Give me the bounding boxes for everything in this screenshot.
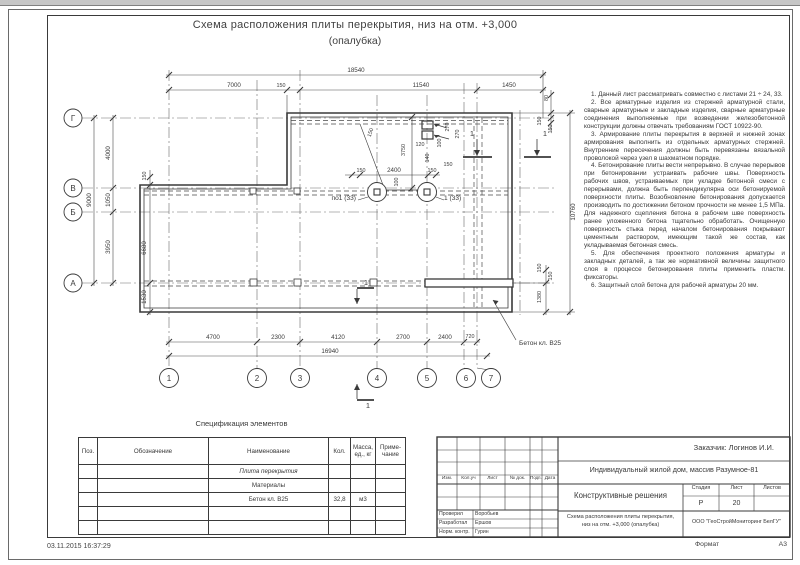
spec-cell: Бетон кл. В25 <box>209 493 329 507</box>
dim-label: 10760 <box>570 203 577 221</box>
axis-label: 7 <box>488 374 494 383</box>
spec-cell <box>98 465 209 479</box>
spec-header-note <box>376 438 406 465</box>
tb-role-name: Гурин <box>475 528 489 535</box>
dim-label: 270 <box>455 129 461 139</box>
section-label: 1 <box>469 129 475 138</box>
spec-cell: Плита перекрытия <box>209 465 329 479</box>
spec-cell <box>329 507 351 521</box>
tb-col-ndok: № док. <box>509 476 526 481</box>
spec-cell <box>351 521 376 535</box>
dim-label: 120 <box>415 142 425 148</box>
tb-company: ООО "ГеоСтройМониторинг БелГУ" <box>691 519 782 525</box>
spec-cell <box>376 479 406 493</box>
print-timestamp: 03.11.2015 16:37:29 <box>47 543 111 550</box>
dim-label: 3750 <box>401 144 407 156</box>
spec-cell <box>329 479 351 493</box>
spec-row <box>79 521 406 535</box>
note-item: 2. Все арматурные изделия из стержней арматурной стали, сварные арматурные и закладные изделия, сварные арматурные соединения выполняемые при возведении железобетонной конструкции должны отвечать требованиям ГОСТ 10922-90. <box>584 98 785 130</box>
dim-label: 150 <box>427 168 437 174</box>
tb-col-data: Дата <box>544 476 556 481</box>
axis-label: 5 <box>424 374 430 383</box>
dim-label: 4120 <box>331 334 345 341</box>
axis-label: 1 <box>166 374 172 383</box>
dim-label: 100 <box>394 177 400 187</box>
dim-label: 140 <box>425 153 431 163</box>
spec-header-designation: Обозначение <box>98 438 209 465</box>
axis-grid-lines <box>82 70 556 368</box>
column-squares <box>250 188 513 287</box>
dim-label: 4700 <box>206 334 220 341</box>
dim-label: 150 <box>443 162 453 168</box>
dim-label: 9000 <box>86 193 93 207</box>
dim-label: 2400 <box>387 167 401 174</box>
spec-header-mass-l1: Масса, <box>352 444 373 451</box>
dim-label: 1050 <box>105 193 112 207</box>
spec-cell: Материалы <box>209 479 329 493</box>
dim-label: 11540 <box>412 82 430 89</box>
dim-label: 270 <box>445 122 451 132</box>
tb-sheets-label: Листов <box>763 485 781 491</box>
axis-label: 2 <box>254 374 260 383</box>
tb-role: Разработал <box>439 519 468 526</box>
axis-label: 3 <box>297 374 303 383</box>
detail-callout-left: по1 (33) <box>331 195 356 202</box>
spec-cell <box>98 521 209 535</box>
tb-role-name: Воробьев <box>475 510 499 517</box>
spec-cell <box>376 507 406 521</box>
tb-role-name: Ершов <box>475 519 492 526</box>
axis-label: В <box>70 184 76 193</box>
spec-cell <box>351 507 376 521</box>
note-item: 5. Для обеспечения проектного положения арматуры и закладных деталей, а так же нормативной величины защитного слоя в процессе бетонирования плиты применить пластм. фиксаторы. <box>584 249 785 281</box>
dim-label: 3950 <box>105 240 112 254</box>
note-item: 1. Данный лист рассматривать совместно с листами 21 ÷ 24, 33. <box>591 91 783 98</box>
dim-label: 1450 <box>502 82 516 89</box>
dim-label: 100 <box>437 138 443 148</box>
spec-cell <box>329 465 351 479</box>
spec-row <box>79 493 406 507</box>
section-label: 1 <box>542 129 548 138</box>
dim-label: 2300 <box>271 334 285 341</box>
spec-header-name: Наименование <box>209 438 329 465</box>
tb-role: Норм. контр. <box>439 528 470 535</box>
tb-col-izm: Изм. <box>441 476 453 481</box>
dim-label: 2400 <box>438 334 452 341</box>
axis-label: 6 <box>463 374 469 383</box>
section-marks <box>354 139 551 400</box>
spec-cell <box>98 479 209 493</box>
tb-doc-type: Конструктивные решения <box>574 491 667 500</box>
tb-col-list: Лист <box>487 476 498 481</box>
general-notes <box>584 91 785 289</box>
dim-label: 2700 <box>396 334 410 341</box>
note-item: 3. Армирование плиты перекрытия в верхней и нижней зонах армирования выполнить из отдельных арматурных стержней. Внутренние пересечения должны быть перевязаны вязальной проволокой через узел в шахматном порядке. <box>584 130 785 162</box>
dim-label: 150 <box>356 168 366 174</box>
dim-label: 150 <box>537 263 543 273</box>
spec-header-mass-l2: ед., кг <box>354 451 372 458</box>
spec-cell <box>98 507 209 521</box>
drawing-title-line1: Схема расположения плиты перекрытия, низ на отм. +3,000 <box>192 19 518 31</box>
axis-bubbles <box>64 109 501 388</box>
axis-label: Г <box>70 114 76 123</box>
spec-header-mass <box>351 438 376 465</box>
spec-cell <box>376 465 406 479</box>
spec-cell <box>209 521 329 535</box>
spec-cell <box>79 521 98 535</box>
spec-cell <box>376 521 406 535</box>
callout-labels <box>332 129 562 410</box>
dim-label: 6680 <box>141 241 148 255</box>
dim-label: 1530 <box>141 290 148 304</box>
spec-cell <box>79 507 98 521</box>
spec-cell: 32,8 <box>329 493 351 507</box>
tb-customer: Заказчик: Логинов И.И. <box>693 443 774 452</box>
tb-col-podp: Подп. <box>530 475 542 480</box>
axis-label: А <box>70 279 76 288</box>
dim-label: 150 <box>366 127 376 138</box>
section-label: 1 <box>365 401 371 410</box>
spec-header-note-l2: чание <box>382 451 399 458</box>
spec-cell <box>209 507 329 521</box>
format-row <box>695 541 787 548</box>
tb-project: Индивидуальный жилой дом, массив Разумное-81 <box>589 465 759 474</box>
tb-stage-value: Р <box>698 500 704 507</box>
dim-label: 18540 <box>347 67 365 74</box>
spec-table-title: Спецификация элементов <box>195 419 288 428</box>
spec-cell <box>329 521 351 535</box>
dim-label: 150 <box>276 83 286 89</box>
tb-role: Проверил <box>439 510 463 517</box>
dim-label: 720 <box>465 334 475 340</box>
spec-cell <box>351 465 376 479</box>
format-label: Формат <box>695 541 720 548</box>
spec-cell <box>79 465 98 479</box>
dim-label: 1380 <box>537 291 543 303</box>
spec-cell <box>351 479 376 493</box>
spec-header-pos: Поз. <box>79 438 98 465</box>
spec-header-note-l1: Приме- <box>379 444 402 451</box>
spec-row <box>79 479 406 493</box>
tb-stage-label: Стадия <box>691 485 711 491</box>
spec-header-row <box>79 438 406 465</box>
axis-label: Б <box>70 208 76 217</box>
drawing-title-line2: (опалубка) <box>328 35 382 47</box>
dim-label: 150 <box>537 116 543 126</box>
note-item: 6. Защитный слой бетона для рабочей арматуры 20 мм. <box>591 281 759 289</box>
spec-row <box>79 465 406 479</box>
dim-label: 80 <box>544 95 550 101</box>
concrete-label: Бетон кл. В25 <box>519 340 562 347</box>
tb-col-koluch: Кол.уч <box>461 476 476 481</box>
spec-cell <box>79 479 98 493</box>
dim-label: 150 <box>142 171 148 181</box>
spec-cell <box>79 493 98 507</box>
tb-drawing-name-l2: низ на отм. +3,000 (опалубка) <box>581 522 660 528</box>
spec-cell: м3 <box>351 493 376 507</box>
spec-cell <box>376 493 406 507</box>
section-label: 1 <box>363 278 369 287</box>
spec-table <box>78 437 406 535</box>
dim-label: 4000 <box>105 146 112 160</box>
dim-label: 150 <box>548 271 554 281</box>
note-item: 4. Бетонирование плиты вести непрерывно. В случае перерывов при бетонировании устраивать рабочие швы. Поверхность рабочих швов, устраиваемых при укладке бетонной смеси с перерывами, должна быть перпендикулярна оси бетонируемой поверхности плиты. Возобновление бетонирования допускается производить по достижении бетоном прочности не менее 1,5 МПа. Для надежного сцепления бетона в рабочем шве поверхность ранее уложенного бетона тщательно обработать. Очищенную поверхность стыка перед началом бетонирования покрывают цементным раствором, имеющим такой же состав, как укладываемая бетонная смесь. <box>584 162 785 249</box>
beam-below <box>425 279 513 287</box>
dim-label: 150 <box>548 124 554 134</box>
dim-label: 7000 <box>227 82 241 89</box>
dim-label: 16940 <box>321 348 339 355</box>
tb-sheet-label: Лист <box>730 485 743 491</box>
tb-sheet-number: 20 <box>732 500 741 507</box>
format-value: А3 <box>778 541 787 548</box>
dimension-ticks <box>91 72 573 359</box>
spec-cell <box>98 493 209 507</box>
detail-callout-right: 1 (33) <box>444 195 462 202</box>
tb-drawing-name-l1: Схема расположения плиты перекрытия, <box>566 514 675 520</box>
spec-header-qty: Кол. <box>329 438 351 465</box>
axis-label: 4 <box>374 374 380 383</box>
spec-row <box>79 507 406 521</box>
